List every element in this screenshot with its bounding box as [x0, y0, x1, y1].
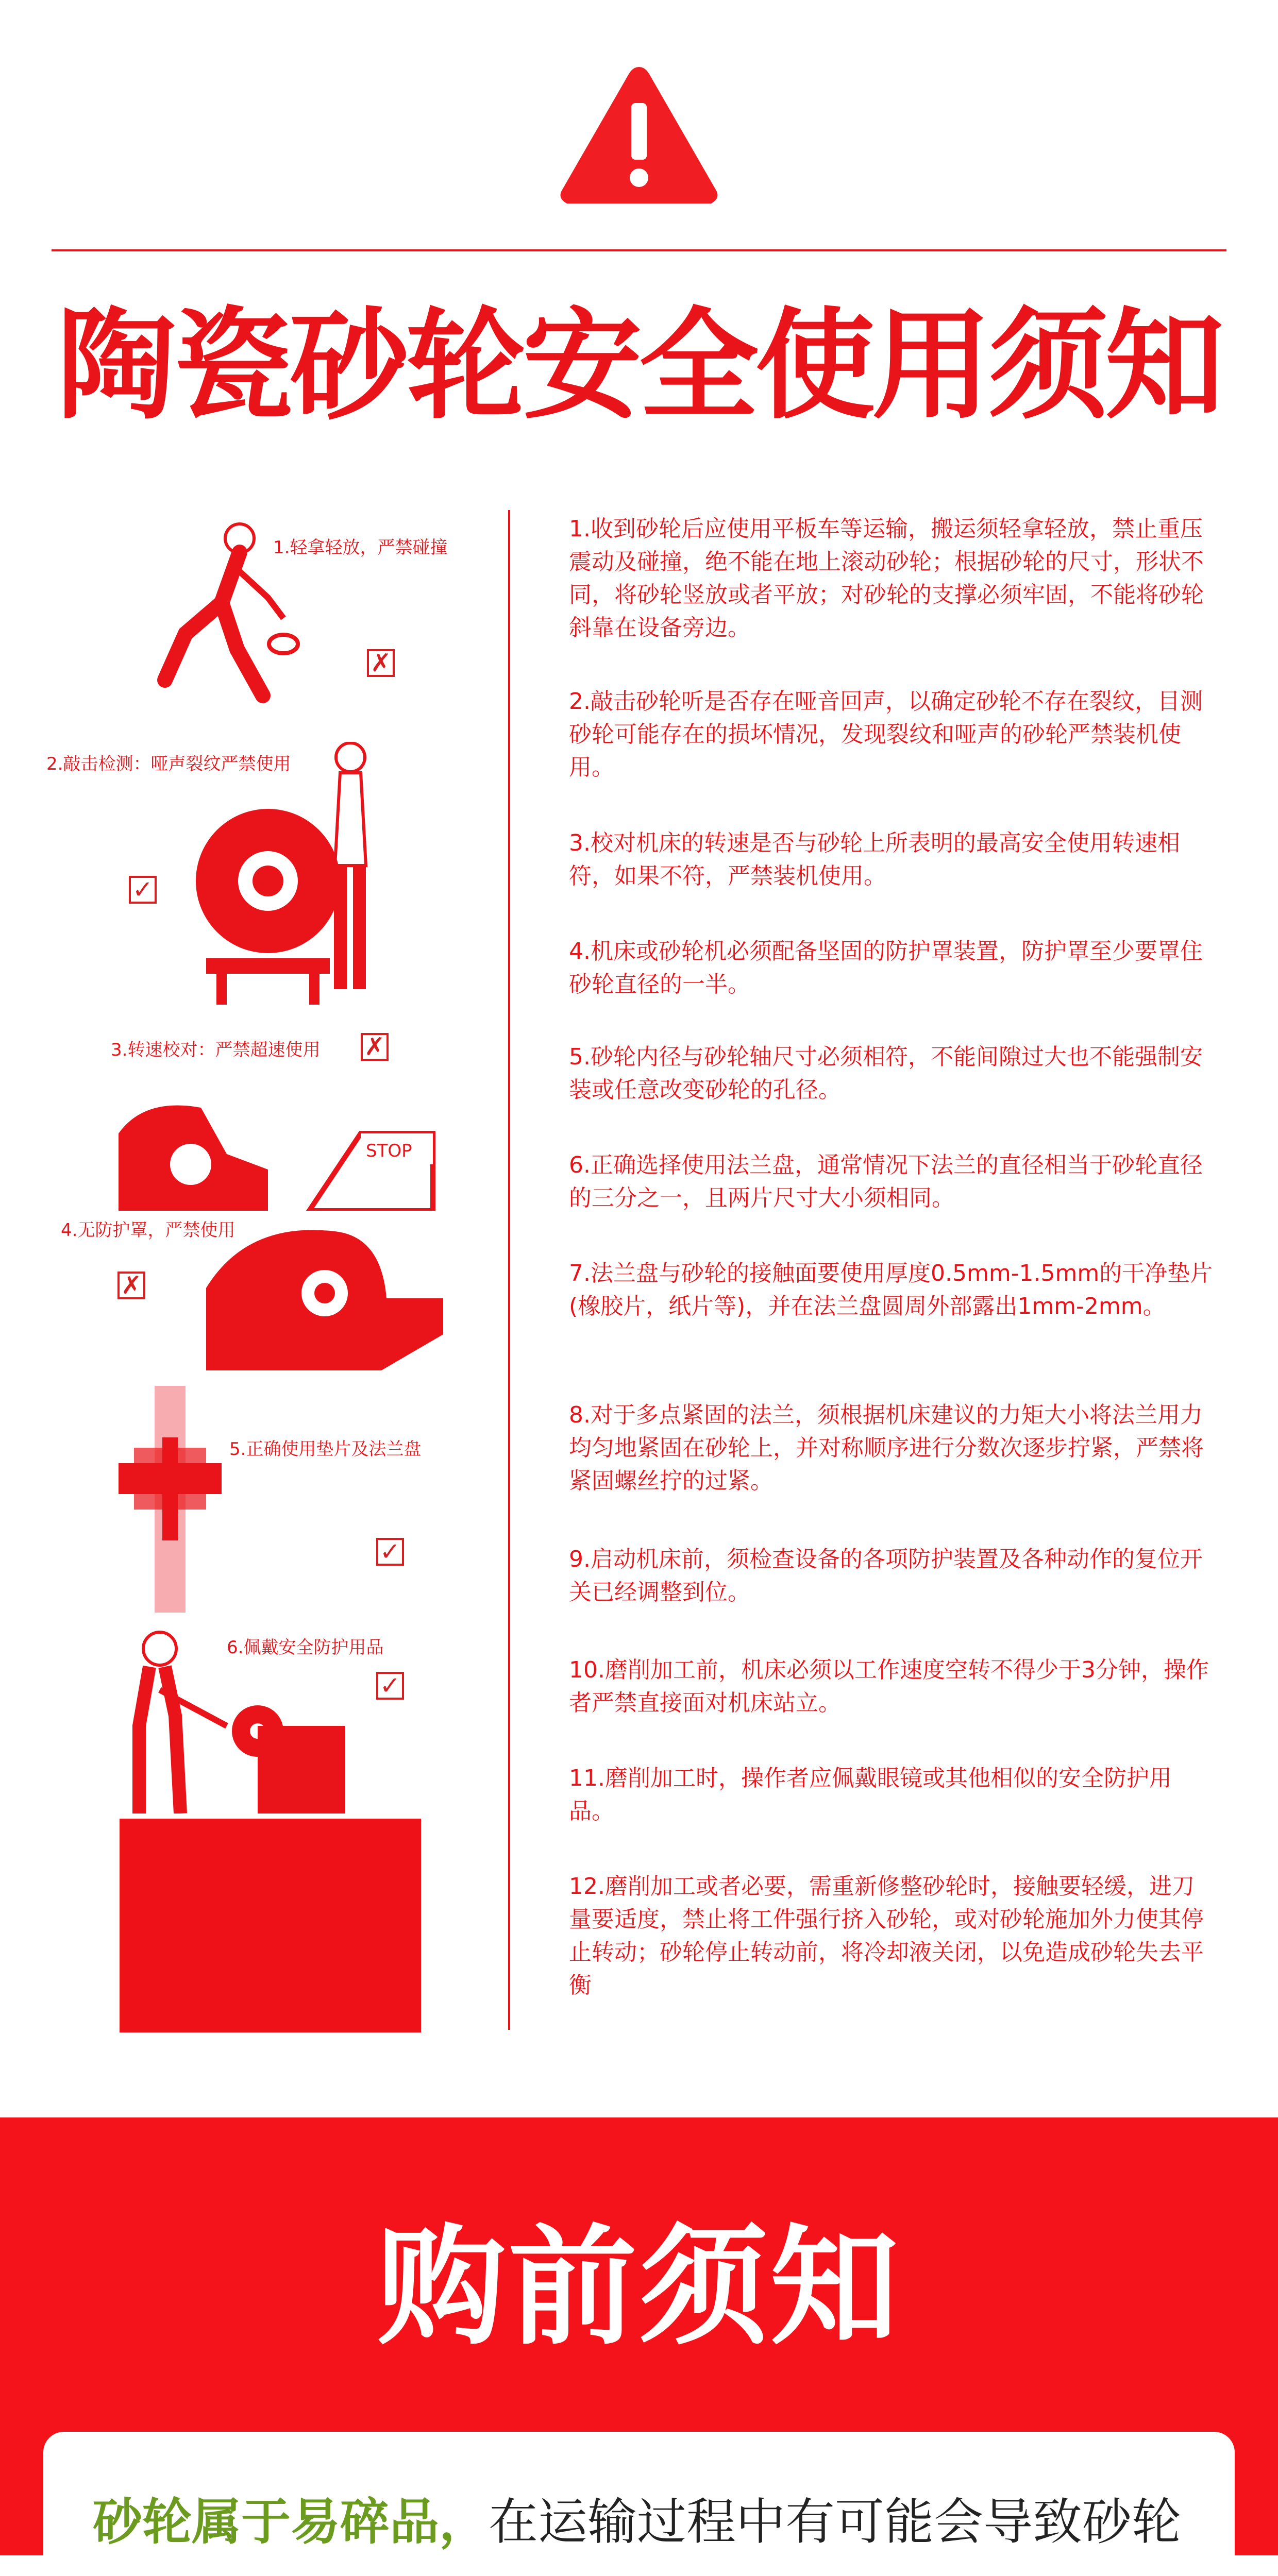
rule-item: 2.敲击砂轮听是否存在哑音回声，以确定砂轮不存在裂纹，目测砂轮可能存在的损坏情况，发现裂纹和哑声的砂轮严禁装机使用。: [569, 688, 1203, 781]
rule-item: 1.收到砂轮后应使用平板车等运输，搬运须轻拿轻放，禁止重压震动及碰撞，绝不能在地上滚动砂轮；根据砂轮的尺寸，形状不同，将砂轮竖放或者平放；对砂轮的支撑必须牢固，不能将砂轮斜靠在设备旁边。: [569, 516, 1204, 641]
rule-item: 4.机床或砂轮机必须配备坚固的防护罩装置，防护罩至少要罩住砂轮直径的一半。: [569, 938, 1203, 997]
illustration-label: 6.佩戴安全防护用品: [227, 1637, 384, 1658]
notice-body: 在运输过程中有可能会导致砂轮: [489, 2493, 1181, 2551]
illustration-grinder-overspeed: [113, 1092, 438, 1211]
purchase-notice-text: [93, 2488, 1226, 2555]
check-mark-icon: ✓: [376, 1672, 404, 1700]
machine-base-block: [120, 1819, 421, 2032]
rule-item: 6.正确选择使用法兰盘，通常情况下法兰的直径相当于砂轮直径的三分之一，且两片尺寸大小须相同。: [569, 1152, 1203, 1211]
rule-item: 3.校对机床的转速是否与砂轮上所表明的最高安全使用转速相符，如果不符，严禁装机使用。: [569, 830, 1180, 889]
rule-item: 7.法兰盘与砂轮的接触面要使用厚度0.5mm-1.5mm的干净垫片(橡胶片，纸片等)，并在法兰盘圆周外部露出1mm-2mm。: [569, 1260, 1213, 1319]
warning-triangle-icon: [557, 62, 721, 209]
purchase-notice-title: 购前须知: [377, 2212, 901, 2362]
rule-item: 12.磨削加工或者必要，需重新修整砂轮时，接触要轻缓，进刀量要适度，禁止将工件强行挤入砂轮，或对砂轮施加外力使其停止转动；砂轮停止转动前，将冷却液关闭，以免造成砂轮失去平衡: [569, 1873, 1204, 1998]
column-divider: [508, 510, 510, 2030]
illustration-label: 2.敲击检测：哑声裂纹严禁使用: [46, 754, 291, 774]
cross-mark-icon: ✗: [367, 649, 395, 677]
illustration-no-guard: [206, 1216, 443, 1370]
header-divider: [52, 249, 1226, 251]
rule-item: 9.启动机床前，须检查设备的各项防护装置及各种动作的复位开关已经调整到位。: [569, 1546, 1203, 1605]
rule-item: 5.砂轮内径与砂轮轴尺寸必须相符，不能间隙过大也不能强制安装或任意改变砂轮的孔径。: [569, 1044, 1203, 1103]
cross-mark-icon: ✗: [117, 1272, 145, 1299]
illustration-protective-gear: [108, 1623, 356, 1814]
illustration-label: 1.轻拿轻放，严禁碰撞: [273, 537, 448, 558]
rule-item: 8.对于多点紧固的法兰，须根据机床建议的力矩大小将法兰用力均匀地紧固在砂轮上，并对称顺序进行分数次逐步拧紧，严禁将紧固螺丝拧的过紧。: [569, 1402, 1204, 1494]
illustration-label: 5.正确使用垫片及法兰盘: [229, 1439, 422, 1460]
stop-sign-text: STOP: [366, 1141, 412, 1161]
illustration-tap-test: [196, 742, 423, 1010]
illustration-label: 3.转速校对：严禁超速使用: [111, 1040, 321, 1060]
rule-item: 11.磨削加工时，操作者应佩戴眼镜或其他相似的安全防护用品。: [569, 1765, 1172, 1824]
illustration-flange-pad: [113, 1386, 227, 1613]
illustration-label: 4.无防护罩，严禁使用: [61, 1220, 236, 1241]
check-mark-icon: ✓: [376, 1538, 404, 1566]
fragile-highlight: 砂轮属于易碎品，: [93, 2493, 489, 2551]
page-title: 陶瓷砂轮安全使用须知: [56, 296, 1221, 435]
check-mark-icon: ✓: [129, 876, 157, 904]
rule-item: 10.磨削加工前，机床必须以工作速度空转不得少于3分钟，操作者严禁直接面对机床站立。: [569, 1657, 1209, 1716]
cross-mark-icon: ✗: [361, 1033, 389, 1061]
